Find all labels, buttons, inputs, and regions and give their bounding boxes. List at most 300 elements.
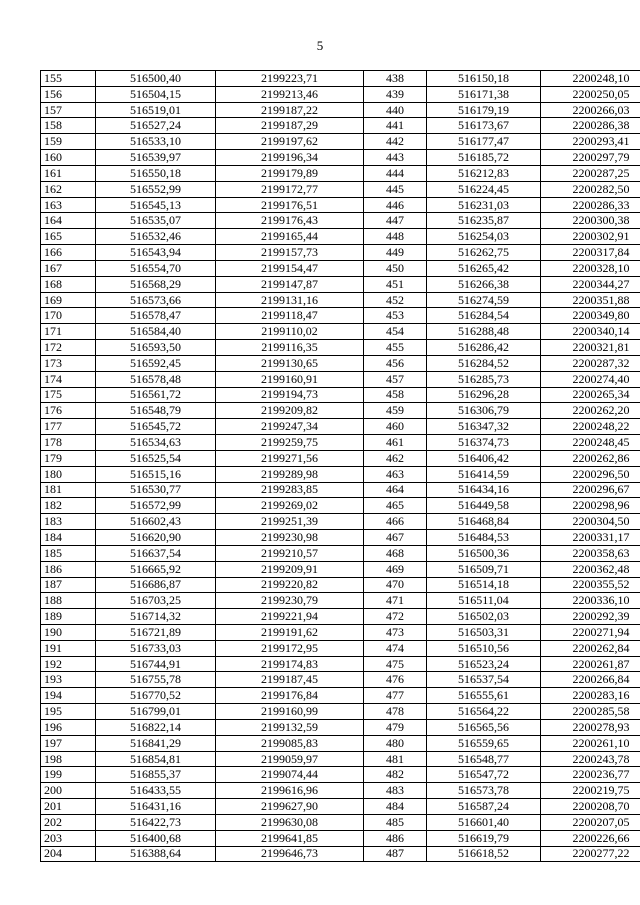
x-coordinate-right-cell: 516306,79 (427, 403, 541, 419)
x-coordinate-left-cell: 516561,72 (96, 387, 216, 403)
y-coordinate-right-cell: 2200358,63 (541, 545, 640, 561)
x-coordinate-left-cell: 516714,32 (96, 609, 216, 625)
x-coordinate-left-cell: 516543,94 (96, 245, 216, 261)
point-number-left-cell: 182 (41, 498, 96, 514)
x-coordinate-right-cell: 516573,78 (427, 783, 541, 799)
y-coordinate-left-cell: 2199209,91 (216, 561, 364, 577)
y-coordinate-right-cell: 2200226,66 (541, 830, 640, 846)
y-coordinate-right-cell: 2200271,94 (541, 624, 640, 640)
table-row (41, 672, 640, 688)
y-coordinate-right-cell: 2200243,78 (541, 751, 640, 767)
y-coordinate-left-cell: 2199289,98 (216, 466, 364, 482)
x-coordinate-left-cell: 516533,10 (96, 134, 216, 150)
x-coordinate-left-cell: 516519,01 (96, 102, 216, 118)
x-coordinate-right-cell: 516266,38 (427, 276, 541, 292)
x-coordinate-right-cell: 516484,53 (427, 530, 541, 546)
x-coordinate-left-cell: 516822,14 (96, 719, 216, 735)
point-number-left-cell: 160 (41, 150, 96, 166)
point-number-left-cell: 157 (41, 102, 96, 118)
x-coordinate-right-cell: 516511,04 (427, 593, 541, 609)
y-coordinate-left-cell: 2199154,47 (216, 260, 364, 276)
point-number-right-cell: 477 (364, 688, 427, 704)
point-number-right-cell: 456 (364, 355, 427, 371)
y-coordinate-right-cell: 2200248,22 (541, 419, 640, 435)
y-coordinate-right-cell: 2200261,10 (541, 735, 640, 751)
y-coordinate-left-cell: 2199165,44 (216, 229, 364, 245)
x-coordinate-right-cell: 516510,56 (427, 640, 541, 656)
point-number-right-cell: 482 (364, 767, 427, 783)
table-row (41, 846, 640, 862)
table-row (41, 260, 640, 276)
point-number-right-cell: 478 (364, 704, 427, 720)
y-coordinate-left-cell: 2199223,71 (216, 71, 364, 87)
y-coordinate-right-cell: 2200286,33 (541, 197, 640, 213)
x-coordinate-left-cell: 516602,43 (96, 514, 216, 530)
x-coordinate-right-cell: 516434,16 (427, 482, 541, 498)
point-number-right-cell: 444 (364, 165, 427, 181)
x-coordinate-left-cell: 516431,16 (96, 799, 216, 815)
x-coordinate-right-cell: 516231,03 (427, 197, 541, 213)
x-coordinate-right-cell: 516547,72 (427, 767, 541, 783)
point-number-right-cell: 462 (364, 450, 427, 466)
point-number-left-cell: 156 (41, 86, 96, 102)
x-coordinate-right-cell: 516559,65 (427, 735, 541, 751)
y-coordinate-left-cell: 2199179,89 (216, 165, 364, 181)
table-row (41, 688, 640, 704)
x-coordinate-right-cell: 516548,77 (427, 751, 541, 767)
point-number-left-cell: 199 (41, 767, 96, 783)
y-coordinate-right-cell: 2200219,75 (541, 783, 640, 799)
y-coordinate-left-cell: 2199627,90 (216, 799, 364, 815)
y-coordinate-left-cell: 2199220,82 (216, 577, 364, 593)
x-coordinate-right-cell: 516284,52 (427, 355, 541, 371)
point-number-left-cell: 167 (41, 260, 96, 276)
y-coordinate-right-cell: 2200208,70 (541, 799, 640, 815)
x-coordinate-right-cell: 516601,40 (427, 814, 541, 830)
table-row (41, 482, 640, 498)
x-coordinate-right-cell: 516509,71 (427, 561, 541, 577)
x-coordinate-right-cell: 516288,48 (427, 324, 541, 340)
point-number-left-cell: 161 (41, 165, 96, 181)
table-row (41, 134, 640, 150)
y-coordinate-left-cell: 2199259,75 (216, 435, 364, 451)
y-coordinate-left-cell: 2199230,79 (216, 593, 364, 609)
y-coordinate-right-cell: 2200248,45 (541, 435, 640, 451)
x-coordinate-right-cell: 516619,79 (427, 830, 541, 846)
point-number-right-cell: 449 (364, 245, 427, 261)
point-number-right-cell: 465 (364, 498, 427, 514)
x-coordinate-right-cell: 516618,52 (427, 846, 541, 862)
x-coordinate-left-cell: 516620,90 (96, 530, 216, 546)
x-coordinate-right-cell: 516523,24 (427, 656, 541, 672)
table-row (41, 71, 640, 87)
y-coordinate-left-cell: 2199174,83 (216, 656, 364, 672)
y-coordinate-right-cell: 2200282,50 (541, 181, 640, 197)
point-number-right-cell: 439 (364, 86, 427, 102)
point-number-right-cell: 484 (364, 799, 427, 815)
point-number-right-cell: 470 (364, 577, 427, 593)
table-row (41, 735, 640, 751)
point-number-left-cell: 158 (41, 118, 96, 134)
x-coordinate-right-cell: 516565,56 (427, 719, 541, 735)
point-number-right-cell: 460 (364, 419, 427, 435)
table-row (41, 799, 640, 815)
y-coordinate-left-cell: 2199283,85 (216, 482, 364, 498)
table-row (41, 656, 640, 672)
point-number-right-cell: 481 (364, 751, 427, 767)
point-number-left-cell: 184 (41, 530, 96, 546)
table-row (41, 213, 640, 229)
y-coordinate-left-cell: 2199230,98 (216, 530, 364, 546)
y-coordinate-left-cell: 2199269,02 (216, 498, 364, 514)
point-number-left-cell: 172 (41, 340, 96, 356)
x-coordinate-right-cell: 516265,42 (427, 260, 541, 276)
point-number-right-cell: 472 (364, 609, 427, 625)
x-coordinate-left-cell: 516584,40 (96, 324, 216, 340)
y-coordinate-right-cell: 2200250,05 (541, 86, 640, 102)
point-number-left-cell: 168 (41, 276, 96, 292)
table-row (41, 514, 640, 530)
table-row (41, 577, 640, 593)
point-number-left-cell: 175 (41, 387, 96, 403)
point-number-right-cell: 461 (364, 435, 427, 451)
y-coordinate-left-cell: 2199641,85 (216, 830, 364, 846)
point-number-left-cell: 169 (41, 292, 96, 308)
y-coordinate-left-cell: 2199172,77 (216, 181, 364, 197)
x-coordinate-right-cell: 516284,54 (427, 308, 541, 324)
point-number-left-cell: 185 (41, 545, 96, 561)
y-coordinate-left-cell: 2199131,16 (216, 292, 364, 308)
point-number-right-cell: 450 (364, 260, 427, 276)
point-number-left-cell: 171 (41, 324, 96, 340)
x-coordinate-left-cell: 516703,25 (96, 593, 216, 609)
y-coordinate-left-cell: 2199196,34 (216, 150, 364, 166)
point-number-right-cell: 448 (364, 229, 427, 245)
table-row (41, 704, 640, 720)
point-number-right-cell: 471 (364, 593, 427, 609)
x-coordinate-right-cell: 516296,28 (427, 387, 541, 403)
x-coordinate-left-cell: 516592,45 (96, 355, 216, 371)
y-coordinate-right-cell: 2200262,86 (541, 450, 640, 466)
x-coordinate-right-cell: 516150,18 (427, 71, 541, 87)
x-coordinate-left-cell: 516578,48 (96, 371, 216, 387)
y-coordinate-left-cell: 2199176,84 (216, 688, 364, 704)
y-coordinate-right-cell: 2200362,48 (541, 561, 640, 577)
point-number-left-cell: 177 (41, 419, 96, 435)
x-coordinate-left-cell: 516548,79 (96, 403, 216, 419)
table-row (41, 150, 640, 166)
y-coordinate-left-cell: 2199132,59 (216, 719, 364, 735)
y-coordinate-right-cell: 2200261,87 (541, 656, 640, 672)
table-row (41, 276, 640, 292)
x-coordinate-right-cell: 516179,19 (427, 102, 541, 118)
point-number-left-cell: 162 (41, 181, 96, 197)
point-number-right-cell: 475 (364, 656, 427, 672)
y-coordinate-right-cell: 2200349,80 (541, 308, 640, 324)
y-coordinate-right-cell: 2200344,27 (541, 276, 640, 292)
point-number-right-cell: 463 (364, 466, 427, 482)
point-number-right-cell: 445 (364, 181, 427, 197)
y-coordinate-right-cell: 2200292,39 (541, 609, 640, 625)
y-coordinate-right-cell: 2200207,05 (541, 814, 640, 830)
point-number-right-cell: 453 (364, 308, 427, 324)
y-coordinate-right-cell: 2200277,22 (541, 846, 640, 862)
x-coordinate-right-cell: 516406,42 (427, 450, 541, 466)
point-number-right-cell: 468 (364, 545, 427, 561)
table-row (41, 783, 640, 799)
x-coordinate-left-cell: 516504,15 (96, 86, 216, 102)
y-coordinate-right-cell: 2200355,52 (541, 577, 640, 593)
point-number-right-cell: 459 (364, 403, 427, 419)
table-row (41, 229, 640, 245)
x-coordinate-left-cell: 516525,54 (96, 450, 216, 466)
point-number-right-cell: 438 (364, 71, 427, 87)
y-coordinate-right-cell: 2200317,84 (541, 245, 640, 261)
x-coordinate-right-cell: 516502,03 (427, 609, 541, 625)
point-number-left-cell: 195 (41, 704, 96, 720)
point-number-right-cell: 446 (364, 197, 427, 213)
point-number-right-cell: 441 (364, 118, 427, 134)
point-number-left-cell: 204 (41, 846, 96, 862)
x-coordinate-left-cell: 516500,40 (96, 71, 216, 87)
y-coordinate-left-cell: 2199630,08 (216, 814, 364, 830)
x-coordinate-left-cell: 516686,87 (96, 577, 216, 593)
point-number-right-cell: 457 (364, 371, 427, 387)
point-number-right-cell: 486 (364, 830, 427, 846)
point-number-left-cell: 183 (41, 514, 96, 530)
table-row (41, 530, 640, 546)
y-coordinate-left-cell: 2199194,73 (216, 387, 364, 403)
y-coordinate-right-cell: 2200340,14 (541, 324, 640, 340)
y-coordinate-right-cell: 2200296,67 (541, 482, 640, 498)
x-coordinate-right-cell: 516212,83 (427, 165, 541, 181)
table-row (41, 102, 640, 118)
x-coordinate-left-cell: 516799,01 (96, 704, 216, 720)
table-row (41, 814, 640, 830)
table-row (41, 450, 640, 466)
point-number-left-cell: 188 (41, 593, 96, 609)
y-coordinate-left-cell: 2199221,94 (216, 609, 364, 625)
x-coordinate-right-cell: 516235,87 (427, 213, 541, 229)
point-number-left-cell: 191 (41, 640, 96, 656)
y-coordinate-left-cell: 2199130,65 (216, 355, 364, 371)
point-number-right-cell: 451 (364, 276, 427, 292)
x-coordinate-left-cell: 516388,64 (96, 846, 216, 862)
x-coordinate-right-cell: 516587,24 (427, 799, 541, 815)
x-coordinate-left-cell: 516515,16 (96, 466, 216, 482)
table-row (41, 640, 640, 656)
table-row (41, 609, 640, 625)
point-number-left-cell: 159 (41, 134, 96, 150)
point-number-left-cell: 187 (41, 577, 96, 593)
x-coordinate-right-cell: 516449,58 (427, 498, 541, 514)
table-row (41, 118, 640, 134)
y-coordinate-right-cell: 2200321,81 (541, 340, 640, 356)
table-row (41, 403, 640, 419)
table-row (41, 767, 640, 783)
table-row (41, 751, 640, 767)
point-number-left-cell: 178 (41, 435, 96, 451)
point-number-right-cell: 464 (364, 482, 427, 498)
y-coordinate-right-cell: 2200302,91 (541, 229, 640, 245)
y-coordinate-left-cell: 2199271,56 (216, 450, 364, 466)
point-number-right-cell: 487 (364, 846, 427, 862)
point-number-right-cell: 440 (364, 102, 427, 118)
x-coordinate-right-cell: 516514,18 (427, 577, 541, 593)
y-coordinate-left-cell: 2199209,82 (216, 403, 364, 419)
point-number-right-cell: 473 (364, 624, 427, 640)
y-coordinate-left-cell: 2199176,51 (216, 197, 364, 213)
y-coordinate-right-cell: 2200297,79 (541, 150, 640, 166)
y-coordinate-left-cell: 2199616,96 (216, 783, 364, 799)
y-coordinate-left-cell: 2199213,46 (216, 86, 364, 102)
x-coordinate-left-cell: 516550,18 (96, 165, 216, 181)
point-number-right-cell: 469 (364, 561, 427, 577)
x-coordinate-right-cell: 516468,84 (427, 514, 541, 530)
x-coordinate-left-cell: 516637,54 (96, 545, 216, 561)
y-coordinate-left-cell: 2199110,02 (216, 324, 364, 340)
x-coordinate-left-cell: 516400,68 (96, 830, 216, 846)
table-row (41, 340, 640, 356)
x-coordinate-left-cell: 516721,89 (96, 624, 216, 640)
y-coordinate-right-cell: 2200287,32 (541, 355, 640, 371)
point-number-left-cell: 189 (41, 609, 96, 625)
point-number-left-cell: 164 (41, 213, 96, 229)
table-row (41, 719, 640, 735)
table-row (41, 435, 640, 451)
point-number-left-cell: 176 (41, 403, 96, 419)
y-coordinate-left-cell: 2199187,22 (216, 102, 364, 118)
x-coordinate-right-cell: 516285,73 (427, 371, 541, 387)
y-coordinate-right-cell: 2200293,41 (541, 134, 640, 150)
table-row (41, 466, 640, 482)
x-coordinate-right-cell: 516177,47 (427, 134, 541, 150)
x-coordinate-right-cell: 516262,75 (427, 245, 541, 261)
point-number-right-cell: 455 (364, 340, 427, 356)
y-coordinate-right-cell: 2200285,58 (541, 704, 640, 720)
x-coordinate-left-cell: 516527,24 (96, 118, 216, 134)
point-number-left-cell: 194 (41, 688, 96, 704)
y-coordinate-left-cell: 2199085,83 (216, 735, 364, 751)
point-number-right-cell: 454 (364, 324, 427, 340)
x-coordinate-right-cell: 516414,59 (427, 466, 541, 482)
point-number-left-cell: 196 (41, 719, 96, 735)
coordinates-table-body (41, 71, 640, 862)
x-coordinate-right-cell: 516537,54 (427, 672, 541, 688)
y-coordinate-right-cell: 2200328,10 (541, 260, 640, 276)
table-row (41, 498, 640, 514)
point-number-right-cell: 479 (364, 719, 427, 735)
x-coordinate-left-cell: 516573,66 (96, 292, 216, 308)
y-coordinate-left-cell: 2199147,87 (216, 276, 364, 292)
x-coordinate-right-cell: 516274,59 (427, 292, 541, 308)
y-coordinate-right-cell: 2200266,03 (541, 102, 640, 118)
table-row (41, 308, 640, 324)
table-row (41, 86, 640, 102)
y-coordinate-left-cell: 2199210,57 (216, 545, 364, 561)
y-coordinate-left-cell: 2199172,95 (216, 640, 364, 656)
table-row (41, 830, 640, 846)
y-coordinate-left-cell: 2199247,34 (216, 419, 364, 435)
x-coordinate-left-cell: 516841,29 (96, 735, 216, 751)
table-row (41, 545, 640, 561)
y-coordinate-right-cell: 2200300,38 (541, 213, 640, 229)
x-coordinate-left-cell: 516755,78 (96, 672, 216, 688)
x-coordinate-right-cell: 516224,45 (427, 181, 541, 197)
y-coordinate-left-cell: 2199116,35 (216, 340, 364, 356)
table-row (41, 561, 640, 577)
table-row (41, 245, 640, 261)
table-row (41, 387, 640, 403)
x-coordinate-left-cell: 516554,70 (96, 260, 216, 276)
point-number-left-cell: 198 (41, 751, 96, 767)
x-coordinate-left-cell: 516568,29 (96, 276, 216, 292)
point-number-right-cell: 476 (364, 672, 427, 688)
y-coordinate-left-cell: 2199059,97 (216, 751, 364, 767)
y-coordinate-right-cell: 2200248,10 (541, 71, 640, 87)
point-number-left-cell: 181 (41, 482, 96, 498)
y-coordinate-right-cell: 2200262,20 (541, 403, 640, 419)
y-coordinate-right-cell: 2200236,77 (541, 767, 640, 783)
point-number-left-cell: 190 (41, 624, 96, 640)
point-number-left-cell: 200 (41, 783, 96, 799)
y-coordinate-right-cell: 2200262,84 (541, 640, 640, 656)
y-coordinate-right-cell: 2200265,34 (541, 387, 640, 403)
point-number-left-cell: 203 (41, 830, 96, 846)
table-row (41, 292, 640, 308)
y-coordinate-left-cell: 2199197,62 (216, 134, 364, 150)
y-coordinate-right-cell: 2200304,50 (541, 514, 640, 530)
x-coordinate-left-cell: 516665,92 (96, 561, 216, 577)
point-number-left-cell: 179 (41, 450, 96, 466)
y-coordinate-right-cell: 2200351,88 (541, 292, 640, 308)
point-number-right-cell: 485 (364, 814, 427, 830)
y-coordinate-right-cell: 2200336,10 (541, 593, 640, 609)
y-coordinate-left-cell: 2199157,73 (216, 245, 364, 261)
x-coordinate-right-cell: 516503,31 (427, 624, 541, 640)
x-coordinate-right-cell: 516555,61 (427, 688, 541, 704)
table-row (41, 419, 640, 435)
x-coordinate-right-cell: 516564,22 (427, 704, 541, 720)
table-row (41, 324, 640, 340)
y-coordinate-right-cell: 2200278,93 (541, 719, 640, 735)
x-coordinate-left-cell: 516593,50 (96, 340, 216, 356)
point-number-left-cell: 173 (41, 355, 96, 371)
point-number-right-cell: 466 (364, 514, 427, 530)
y-coordinate-right-cell: 2200274,40 (541, 371, 640, 387)
y-coordinate-left-cell: 2199187,45 (216, 672, 364, 688)
x-coordinate-left-cell: 516545,72 (96, 419, 216, 435)
x-coordinate-left-cell: 516744,91 (96, 656, 216, 672)
x-coordinate-left-cell: 516733,03 (96, 640, 216, 656)
point-number-left-cell: 163 (41, 197, 96, 213)
x-coordinate-left-cell: 516578,47 (96, 308, 216, 324)
point-number-right-cell: 442 (364, 134, 427, 150)
table-row (41, 197, 640, 213)
point-number-left-cell: 180 (41, 466, 96, 482)
point-number-right-cell: 447 (364, 213, 427, 229)
x-coordinate-left-cell: 516535,07 (96, 213, 216, 229)
table-row (41, 624, 640, 640)
x-coordinate-right-cell: 516500,36 (427, 545, 541, 561)
table-row (41, 165, 640, 181)
x-coordinate-left-cell: 516433,55 (96, 783, 216, 799)
point-number-left-cell: 170 (41, 308, 96, 324)
y-coordinate-right-cell: 2200296,50 (541, 466, 640, 482)
x-coordinate-left-cell: 516532,46 (96, 229, 216, 245)
x-coordinate-right-cell: 516185,72 (427, 150, 541, 166)
point-number-left-cell: 165 (41, 229, 96, 245)
